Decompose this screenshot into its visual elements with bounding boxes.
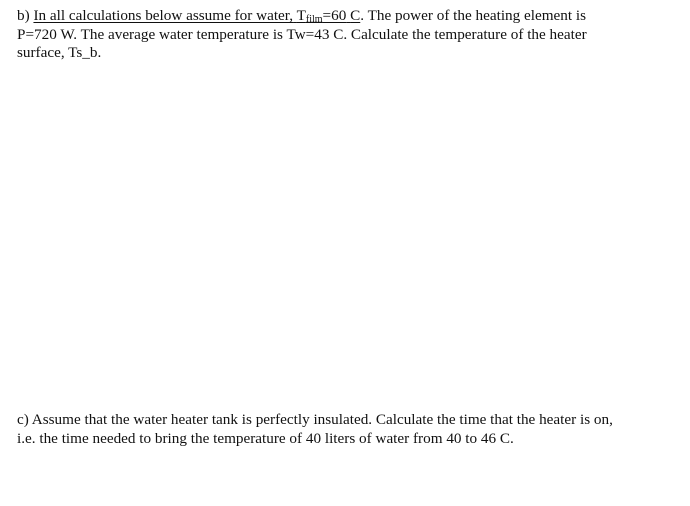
part-b-line-1: [17, 7, 677, 26]
t-film-value: =60: [322, 7, 347, 24]
part-b-line-2: P=720 W. The average water temperature is Tw=43 C. Calculate the temperature of the heater: [17, 25, 587, 43]
film-subscript: film: [305, 14, 323, 25]
question-part-b: [17, 7, 677, 63]
part-b-line-3: surface, Ts_b.: [17, 44, 102, 61]
t-film-unit: C: [350, 7, 361, 24]
part-b-label: b): [17, 7, 30, 24]
part-c-line-1: c) Assume that the water heater tank is perfectly insulated. Calculate the time that the heater is on,: [17, 411, 613, 428]
part-b-line-1-rest: . The power of the heating element is: [360, 7, 587, 24]
film-temperature-assumption: [33, 7, 360, 24]
part-c-line-2: i.e. the time needed to bring the temperature of 40 liters of water from 40 to 46 C.: [17, 429, 514, 447]
assumption-text: In all calculations below assume for water,: [33, 7, 294, 24]
t-symbol: T: [296, 7, 306, 24]
question-part-c: [17, 411, 677, 448]
